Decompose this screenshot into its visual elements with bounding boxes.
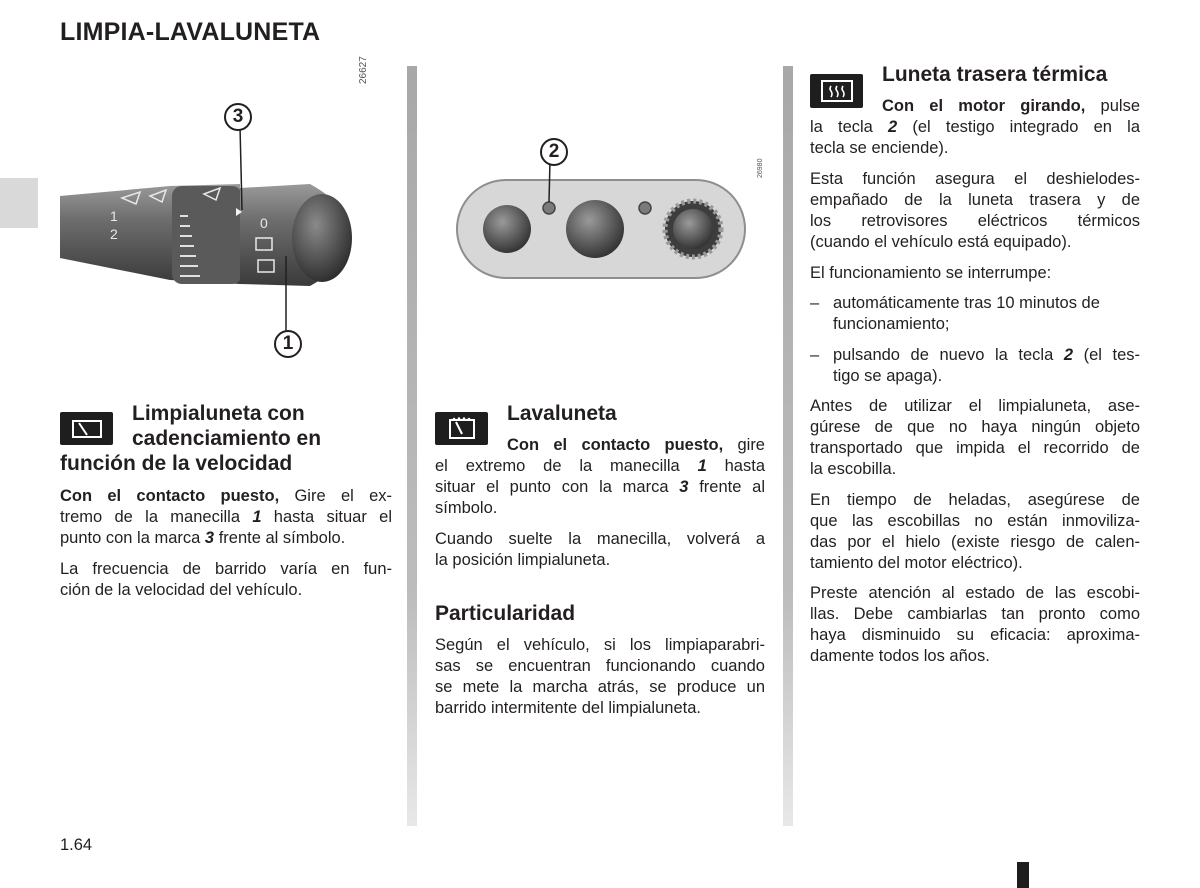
ref-number-3: 3 bbox=[679, 478, 689, 496]
col3-paragraph-5 bbox=[810, 490, 1140, 574]
ref-number-3: 3 bbox=[204, 529, 215, 547]
text-line: gúrese de que no haya ningún objeto bbox=[810, 418, 1140, 436]
col1-p2-line1: La frecuencia de barrido varía en fun- bbox=[60, 560, 392, 578]
text-line: tamiento del motor eléctrico). bbox=[810, 554, 1023, 572]
bold-phrase: Con el contacto puesto, bbox=[507, 436, 724, 454]
text-line: das por el hielo (existe riesgo de calen- bbox=[810, 533, 1140, 551]
section-end-marker bbox=[1017, 862, 1029, 888]
col2-heading: Lavaluneta bbox=[507, 402, 617, 425]
col2-subheading: Particularidad bbox=[435, 602, 576, 625]
callout-2: 2 bbox=[540, 138, 568, 166]
text-run: Gire el ex- bbox=[279, 487, 393, 505]
col3-paragraph-4 bbox=[810, 396, 1140, 480]
text-line: haya disminuido su eficacia: aproxima- bbox=[810, 626, 1140, 644]
text-run: situar el punto con la marca bbox=[435, 478, 680, 496]
text-line: se mete la marcha atrás, se produce un bbox=[435, 678, 765, 696]
text-run: hasta situar el bbox=[261, 508, 392, 526]
text-line: sas se encuentran funcionando cuando bbox=[435, 657, 765, 675]
callout-1: 1 bbox=[274, 330, 302, 358]
column-divider-right bbox=[783, 66, 793, 826]
col1-p2-line2: ción de la velocidad del vehículo. bbox=[60, 581, 303, 599]
text-line: los retrovisores eléctricos térmicos bbox=[810, 212, 1140, 230]
col3-dash-list bbox=[810, 293, 1140, 397]
text-run: tecla se enciende). bbox=[810, 139, 949, 157]
col2-paragraph-3 bbox=[435, 635, 765, 719]
text-run: hasta bbox=[706, 457, 765, 475]
stalk-ring-label-0: 0 bbox=[260, 215, 268, 231]
text-line: transportado que impida el recorrido de bbox=[810, 439, 1140, 457]
col2-paragraph-2 bbox=[435, 529, 765, 571]
dash-bullet: – bbox=[810, 294, 820, 312]
text-run: punto con la marca bbox=[60, 529, 205, 547]
col1-paragraph-2 bbox=[60, 559, 392, 601]
page-number: 1.64 bbox=[60, 836, 93, 854]
text-line: que las escobillas no están inmoviliza- bbox=[810, 512, 1140, 530]
text-run: la tecla bbox=[810, 118, 889, 136]
col2-p2-line2: la posición limpialuneta. bbox=[435, 551, 611, 569]
text-run: pulse bbox=[1085, 97, 1140, 115]
text-line: barrido intermitente del limpialuneta. bbox=[435, 699, 701, 717]
ref-number-1: 1 bbox=[697, 457, 707, 475]
callout-3: 3 bbox=[224, 103, 252, 131]
page-title: LIMPIA-LAVALUNETA bbox=[60, 18, 321, 46]
dash-bullet: – bbox=[810, 346, 820, 364]
text-run: frente al símbolo. bbox=[214, 529, 346, 547]
text-run: símbolo. bbox=[435, 499, 498, 517]
ref-number-1: 1 bbox=[252, 508, 262, 526]
text-line: funcionamiento; bbox=[833, 315, 950, 333]
col3-paragraph-6 bbox=[810, 583, 1140, 667]
callout-line-2 bbox=[549, 160, 550, 202]
col1-heading-line1: Limpialuneta con bbox=[132, 402, 305, 425]
panel-figure bbox=[445, 130, 765, 290]
bold-phrase: Con el contacto puesto, bbox=[60, 487, 280, 505]
text-line: Preste atención al estado de las escobi- bbox=[810, 584, 1140, 602]
ref-number-2: 2 bbox=[888, 118, 898, 136]
stalk-ring-label-1: 1 bbox=[110, 208, 118, 224]
col2-p2-line1: Cuando suelte la manecilla, volverá a bbox=[435, 530, 765, 548]
figure-code-26627: 26627 bbox=[358, 56, 369, 84]
col2-paragraph-1 bbox=[435, 435, 765, 519]
heater-panel-illustration bbox=[445, 130, 765, 290]
col3-paragraph-2 bbox=[810, 169, 1140, 253]
text-run: gire bbox=[723, 436, 765, 454]
text-run: tremo de la manecilla bbox=[60, 508, 253, 526]
text-line: la escobilla. bbox=[810, 460, 897, 478]
text-line: Esta función asegura el deshielodes- bbox=[810, 170, 1140, 188]
text-line: damente todos los años. bbox=[810, 647, 990, 665]
col3-paragraph-3: El funcionamiento se interrumpe: bbox=[810, 264, 1052, 282]
text-line: tigo se apaga). bbox=[833, 367, 943, 385]
ref-number-2: 2 bbox=[1063, 346, 1074, 364]
col1-heading-line3: función de la velocidad bbox=[60, 452, 293, 475]
bold-phrase: Con el motor girando, bbox=[882, 97, 1086, 115]
col1-paragraph-1 bbox=[60, 486, 392, 549]
list-item bbox=[810, 293, 1140, 335]
text-line: (cuando el vehículo está equipado). bbox=[810, 233, 1072, 251]
text-run: frente al bbox=[688, 478, 765, 496]
text-run: (el testigo integrado en la bbox=[897, 118, 1140, 136]
text-run: (el tes- bbox=[1073, 346, 1140, 364]
list-item bbox=[810, 345, 1140, 387]
stalk-ring-label-2: 2 bbox=[110, 226, 118, 242]
text-line: Antes de utilizar el limpialuneta, ase- bbox=[810, 397, 1140, 415]
col3-paragraph-1 bbox=[810, 96, 1140, 159]
defrost-button bbox=[543, 202, 555, 214]
col1-heading-line2: cadenciamiento en bbox=[132, 427, 322, 450]
col1-heading bbox=[60, 401, 400, 476]
figure-code-26980: 26980 bbox=[757, 158, 764, 178]
text-line: En tiempo de heladas, asegúrese de bbox=[810, 491, 1140, 509]
side-tab bbox=[0, 178, 38, 228]
col3-heading: Luneta trasera térmica bbox=[882, 63, 1108, 86]
text-line: Según el vehículo, si los limpiaparabri- bbox=[435, 636, 765, 654]
text-run: el extremo de la manecilla bbox=[435, 457, 698, 475]
stalk-figure bbox=[60, 56, 390, 366]
text-run: pulsando de nuevo la tecla bbox=[833, 346, 1064, 364]
text-line: llas. Debe cambiarlas tan pronto como bbox=[810, 605, 1140, 623]
column-divider-left bbox=[407, 66, 417, 826]
text-line: automáticamente tras 10 minutos de bbox=[833, 294, 1100, 312]
text-line: empañado de la luneta trasera y de bbox=[810, 191, 1140, 209]
